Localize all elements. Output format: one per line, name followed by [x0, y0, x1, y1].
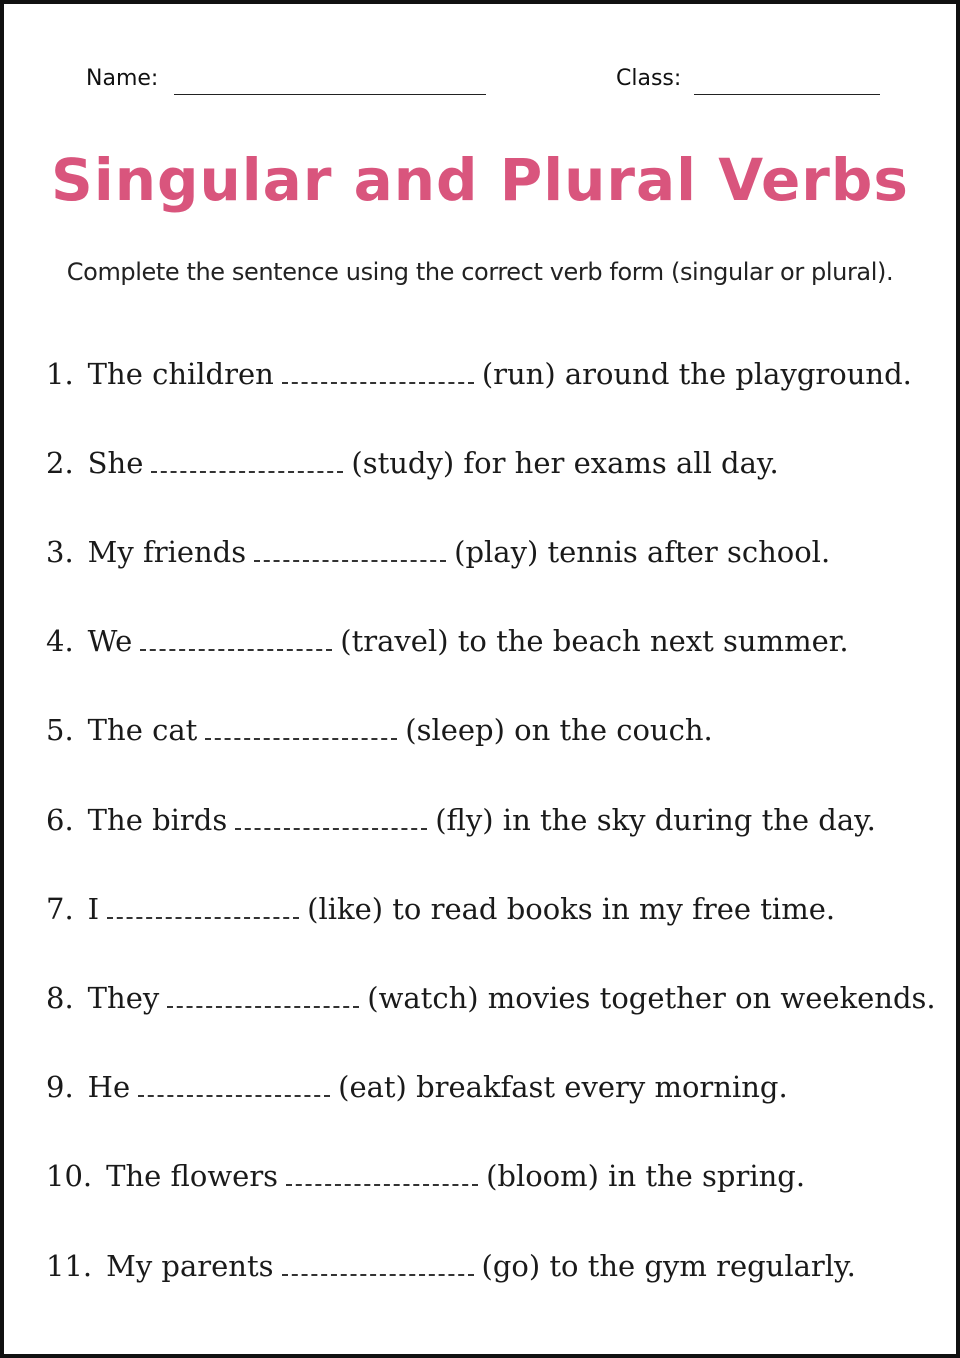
- answer-blank[interactable]: [282, 1272, 474, 1276]
- name-label: Name:: [86, 66, 159, 91]
- question-item: [46, 886, 936, 926]
- question-number: 10.: [46, 1159, 93, 1193]
- answer-blank[interactable]: [138, 1093, 330, 1097]
- question-number: 7.: [46, 892, 74, 926]
- question-remainder: (go) to the gym regularly.: [481, 1249, 856, 1283]
- question-remainder: (bloom) in the spring.: [486, 1159, 806, 1193]
- answer-blank[interactable]: [282, 380, 474, 384]
- question-item: [46, 975, 936, 1015]
- question-number: 3.: [46, 535, 74, 569]
- question-remainder: (run) around the playground.: [481, 357, 912, 391]
- question-subject: I: [87, 892, 100, 926]
- answer-blank[interactable]: [151, 469, 343, 473]
- question-remainder: (sleep) on the couch.: [405, 713, 713, 747]
- question-number: 4.: [46, 624, 74, 658]
- question-remainder: (watch) movies together on weekends.: [367, 981, 936, 1015]
- answer-blank[interactable]: [107, 915, 299, 919]
- question-item: [46, 529, 936, 569]
- question-number: 1.: [46, 357, 74, 391]
- question-number: 8.: [46, 981, 74, 1015]
- question-subject: The birds: [87, 803, 228, 837]
- question-item: [46, 707, 936, 747]
- answer-blank[interactable]: [140, 647, 332, 651]
- question-remainder: (travel) to the beach next summer.: [340, 624, 849, 658]
- page-title: Singular and Plural Verbs: [51, 146, 909, 214]
- question-remainder: (fly) in the sky during the day.: [435, 803, 876, 837]
- question-subject: He: [87, 1070, 131, 1104]
- name-field[interactable]: [174, 94, 486, 95]
- question-item: [46, 1064, 936, 1104]
- class-field[interactable]: [694, 94, 880, 95]
- answer-blank[interactable]: [205, 736, 397, 740]
- question-subject: The children: [87, 357, 274, 391]
- answer-blank[interactable]: [167, 1004, 359, 1008]
- class-label: Class:: [616, 66, 682, 91]
- question-remainder: (study) for her exams all day.: [351, 446, 779, 480]
- question-number: 9.: [46, 1070, 74, 1104]
- question-subject: She: [87, 446, 144, 480]
- answer-blank[interactable]: [235, 826, 427, 830]
- answer-blank[interactable]: [286, 1182, 478, 1186]
- question-item: [46, 1153, 936, 1193]
- question-item: [46, 797, 936, 837]
- question-remainder: (play) tennis after school.: [454, 535, 831, 569]
- question-number: 5.: [46, 713, 74, 747]
- question-subject: They: [87, 981, 160, 1015]
- answer-blank[interactable]: [254, 558, 446, 562]
- question-subject: My parents: [106, 1249, 274, 1283]
- question-item: [46, 351, 936, 391]
- question-remainder: (eat) breakfast every morning.: [338, 1070, 788, 1104]
- question-subject: The cat: [87, 713, 198, 747]
- instructions-text: Complete the sentence using the correct verb form (singular or plural).: [66, 258, 894, 286]
- question-item: [46, 1243, 936, 1283]
- question-subject: The flowers: [106, 1159, 279, 1193]
- question-number: 6.: [46, 803, 74, 837]
- question-remainder: (like) to read books in my free time.: [307, 892, 836, 926]
- question-item: [46, 440, 936, 480]
- question-subject: We: [87, 624, 133, 658]
- question-item: [46, 618, 936, 658]
- question-number: 2.: [46, 446, 74, 480]
- question-number: 11.: [46, 1249, 93, 1283]
- question-subject: My friends: [87, 535, 247, 569]
